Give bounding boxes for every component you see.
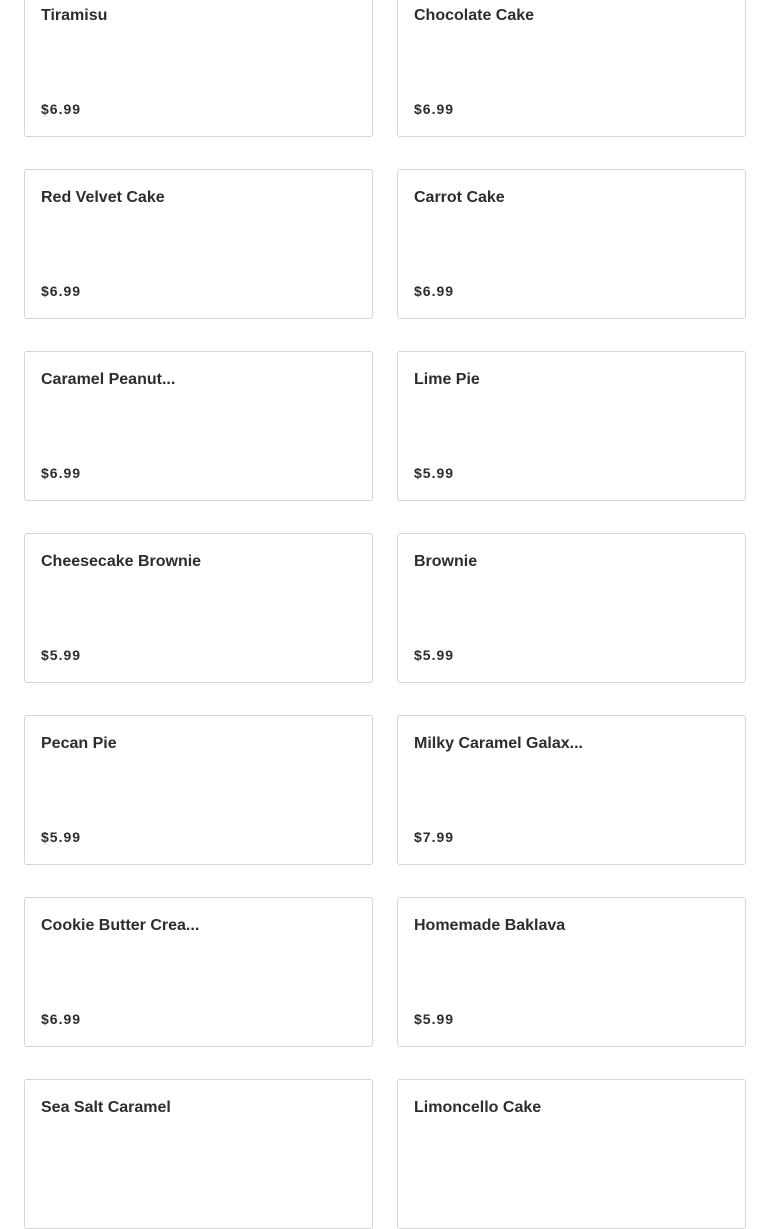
menu-item-name: Caramel Peanut...: [41, 371, 176, 388]
menu-item-card-brownie[interactable]: [397, 533, 746, 683]
menu-item-card-cheesecake-brownie[interactable]: [24, 533, 373, 683]
menu-item-price: $5.99: [41, 829, 82, 845]
menu-item-grid: [24, 0, 746, 1229]
menu-item-card-sea-salt-caramel[interactable]: [24, 1079, 373, 1229]
menu-item-name: Lime Pie: [414, 371, 480, 388]
menu-item-card-limoncello-cake[interactable]: [397, 1079, 746, 1229]
menu-item-price: $5.99: [414, 1011, 455, 1027]
menu-item-card-chocolate-cake[interactable]: [397, 0, 746, 137]
menu-item-name: Pecan Pie: [41, 735, 117, 752]
menu-item-price: $6.99: [41, 465, 82, 481]
menu-item-name: Chocolate Cake: [414, 7, 535, 24]
menu-item-name: Cookie Butter Crea...: [41, 917, 200, 934]
menu-item-name: Limoncello Cake: [414, 1099, 542, 1116]
menu-item-card-carrot-cake[interactable]: [397, 169, 746, 319]
menu-item-card-red-velvet-cake[interactable]: [24, 169, 373, 319]
menu-item-card-milky-caramel-galaxy[interactable]: [397, 715, 746, 865]
menu-item-price: $6.99: [41, 283, 82, 299]
menu-item-price: $7.99: [414, 829, 455, 845]
menu-item-price: $6.99: [41, 101, 82, 117]
menu-item-name: Tiramisu: [41, 7, 108, 24]
menu-item-name: Homemade Baklava: [414, 917, 566, 934]
menu-item-price: $5.99: [414, 465, 455, 481]
menu-item-price: $6.99: [41, 1011, 82, 1027]
menu-item-name: Cheesecake Brownie: [41, 553, 202, 570]
menu-item-card-caramel-peanut[interactable]: [24, 351, 373, 501]
menu-item-name: Milky Caramel Galax...: [414, 735, 583, 752]
menu-item-card-cookie-butter-cream[interactable]: [24, 897, 373, 1047]
menu-item-price: $6.99: [414, 283, 455, 299]
menu-item-name: Sea Salt Caramel: [41, 1099, 171, 1116]
menu-item-card-pecan-pie[interactable]: [24, 715, 373, 865]
menu-item-card-tiramisu[interactable]: [24, 0, 373, 137]
menu-item-name: Carrot Cake: [414, 189, 505, 206]
menu-item-card-lime-pie[interactable]: [397, 351, 746, 501]
menu-item-price: $6.99: [414, 101, 455, 117]
menu-item-name: Red Velvet Cake: [41, 189, 165, 206]
menu-item-price: $5.99: [41, 647, 82, 663]
menu-item-name: Brownie: [414, 553, 478, 570]
menu-item-price: $5.99: [414, 647, 455, 663]
menu-item-card-homemade-baklava[interactable]: [397, 897, 746, 1047]
